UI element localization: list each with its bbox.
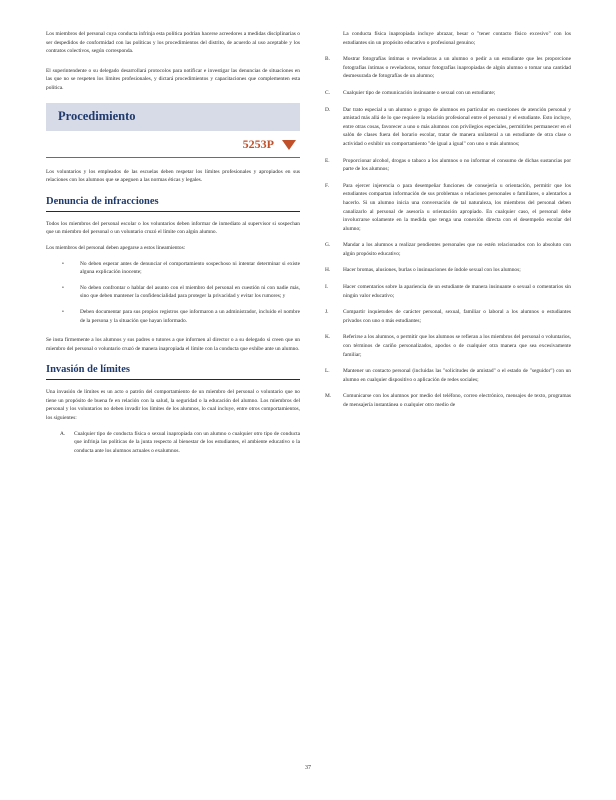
list-marker: G. <box>325 242 331 249</box>
list-item-i <box>325 283 571 300</box>
list-text: Mostrar fotografías íntimas o reveladoras a un alumno o pedir a un estudiante que les proporcione fotografías íntimas o reveladoras, tomar fotografías inapropiadas de algún alumno o tomar una cantidad desmesurada de fotografías de un alumno; <box>343 56 571 80</box>
list-marker: F. <box>325 182 329 189</box>
bullet-item <box>52 260 300 277</box>
bullet-text: No deben confrontar o hablar del asunto con el miembro del personal en cuestión ni con nadie más, sino que deben mantener la confidencialidad para proteger la privacidad y evitar los rumores; y <box>80 284 300 300</box>
section-divider <box>46 157 300 158</box>
list-text: Dar trato especial a un alumno o grupo de alumnos en particular en cuestiones de atención personal y amistad más allá de lo que requiere la relación profesional entre el personal y el estudiante. Esto incluye, entre otras cosas, favorecer a uno o más alumnos con privilegios especiales, permitirles permanecer en el salón de clases fuera del horario escolar, tratar de manera unilateral a un estudiante de otra clase o actividad o exhibir un comportamiento "de igual a igual" con uno o más alumnos; <box>343 106 571 147</box>
list-item-l <box>325 367 571 384</box>
procedure-banner <box>46 103 300 131</box>
list-item-g <box>325 241 571 258</box>
list-item-c <box>325 89 571 98</box>
list-marker: B. <box>325 56 330 63</box>
list-text: Mandar a los alumnos a realizar pendientes personales que no estén relacionados con lo absoluto con algún propósito educativo; <box>343 242 571 257</box>
list-text: Compartir inquietudes de carácter personal, sexual, familiar o laboral a los alumnos o estudiantes privados con uno o más estudiantes; <box>343 309 571 324</box>
list-item-h <box>325 266 571 275</box>
bullet-text: Deben documentar para sus propios registros que informaron a un administrador, incluido el nombre de la persona y la situación que hayan informado. <box>80 308 300 324</box>
list-text: La conducta física inapropiada incluye abrazar, besar o "tener contacto físico excesivo" con los estudiantes sin un propósito educativo o profesional genuino; <box>343 31 571 46</box>
list-item-b <box>325 55 571 81</box>
list-marker: E. <box>325 157 330 164</box>
bullet-text: No deben esperar antes de denunciar el comportamiento sospechoso ni intentar determinar si existe alguna explicación inocente; <box>80 260 300 276</box>
list-text: Cualquier tipo de conducta física o sexual inapropiada con un alumno o cualquier otro tipo de conducta que infrinja las políticas de la junta respecto al bienestar de los estudiantes, el ambiente educativo o la conducta ante los alumnos actuales o exalumnos. <box>74 430 300 454</box>
list-item-d <box>325 106 571 149</box>
right-column <box>325 30 571 410</box>
list-marker: D. <box>325 106 331 113</box>
intro-paragraph-2: El superintendente o su delegado desarrollará protocolos para notificar e investigar las denuncias de situaciones en las que no se respeten los límites profesionales, y dictará procedimientos y capacitaciones que complementen esta política. <box>46 67 300 91</box>
triangle-down-icon <box>282 140 296 150</box>
report-paragraph-2: Los miembros del personal deben apegarse a estos lineamientos: <box>46 244 186 251</box>
list-item-m <box>325 392 571 409</box>
list-text: Cualquier tipo de comunicación insinuante o sexual con un estudiante; <box>343 89 496 96</box>
left-column <box>46 30 300 455</box>
intro-paragraph-1: Los miembros del personal cuya conducta infrinja esta política podrían hacerse acreedores a medidas disciplinarias o ser despedidos de conformidad con las políticas y los procedimientos del distrito, de acuerdo al uso aceptable y los contratos colectivos, según corresponda. <box>46 31 300 55</box>
heading-reporting: Denuncia de infracciones <box>46 195 159 207</box>
list-text: Hacer bromas, alusiones, burlas o insinuaciones de índole sexual con los alumnos; <box>343 267 521 274</box>
list-marker: M. <box>325 393 332 400</box>
list-text: Hacer comentarios sobre la apariencia de un estudiante de manera insinuante o sexual o comentarios sin ningún valor educativo; <box>343 284 571 299</box>
policy-code-row <box>46 131 300 157</box>
policy-code: 5253P <box>242 136 274 151</box>
list-text: Mantener un contacto personal (incluidas las "solicitudes de amistad" o el estado de "seguidor") con un alumno en cualquier dispositivo o aplicación de redes sociales; <box>343 368 571 383</box>
list-text: Comunicarse con los alumnos por medio del teléfono, correo electrónico, mensajes de texto, programas de mensajería instantánea o cualquier otro medio de <box>343 393 571 408</box>
report-paragraph-3: Se insta firmemente a los alumnos y sus padres o tutores a que informen al director o a su delegado si creen que un miembro del personal o voluntario cruzó de manera inapropiada el límite con la conducta que exhibe ante un alumno. <box>46 337 300 352</box>
list-item-f <box>325 182 571 234</box>
list-item-a-continued <box>325 30 571 47</box>
page-number: 37 <box>305 765 311 771</box>
list-marker: K. <box>325 334 331 341</box>
list-marker: C. <box>325 89 330 96</box>
list-item-k <box>325 333 571 359</box>
bullet-mark: • <box>62 260 64 267</box>
procedure-title: Procedimiento <box>58 108 136 123</box>
bullet-mark: • <box>62 284 64 291</box>
procedure-intro: Los voluntarios y los empleados de las escuelas deben respetar los límites profesionales y apropiados en sus relaciones con los alumnos que se apeguen a las normas éticas y legales. <box>46 168 300 184</box>
list-item-a <box>46 430 300 456</box>
report-paragraph-1: Todos los miembros del personal escolar o los voluntarios deben informar de inmediato al supervisor si sospechan que un miembro del personal o un voluntario cruzó el límite con algún alumno. <box>46 220 300 236</box>
bullet-mark: • <box>62 308 64 315</box>
bullet-item <box>52 308 300 325</box>
heading-underline <box>46 211 300 212</box>
list-marker: A. <box>60 430 66 437</box>
list-text: Para ejercer injerencia o para desempeñar funciones de consejería u orientación, permitir que los estudiantes compartan información de sus problemas o relaciones personales o familiares, o alentarlos a hacerlo. Si un alumno inicia una conversación de tal naturaleza, los miembros del personal deben canalizarlo al personal de asesoría u orientación apropiado. En cualquier caso, el personal debe involucrarse solamente en la medida que tenga una conexión directa con el desempeño escolar del alumno; <box>343 182 571 232</box>
list-text: Referirse a los alumnos, o permitir que los alumnos se refieran a los miembros del personal o voluntarios, con términos de cariño personalizados, apodos o de cualquier otra manera que sea excesivamente familiar; <box>343 334 571 358</box>
list-item-e <box>325 157 571 174</box>
list-marker: I. <box>325 284 329 291</box>
list-text: Proporcionar alcohol, drogas o tabaco a los alumnos o no informar el consumo de dichas sustancias por parte de los alumnos; <box>343 157 571 173</box>
list-marker: H. <box>325 267 331 274</box>
heading-underline <box>46 379 300 380</box>
list-marker: L. <box>325 368 330 375</box>
heading-boundary-invasion: Invasión de límites <box>46 364 131 376</box>
list-item-j <box>325 308 571 325</box>
list-marker: J. <box>325 309 329 316</box>
invasion-paragraph: Una invasión de límites es un acto o patrón del comportamiento de un miembro del personal o voluntario que no tiene un propósito de buena fe en relación con la salud, la seguridad o la educación del alumno. Los miembros del personal y los voluntarios no deben invadir los límites de los alumnos, lo cual incluye, entre otros comportamientos, los siguientes: <box>46 389 300 422</box>
bullet-item <box>52 284 300 301</box>
